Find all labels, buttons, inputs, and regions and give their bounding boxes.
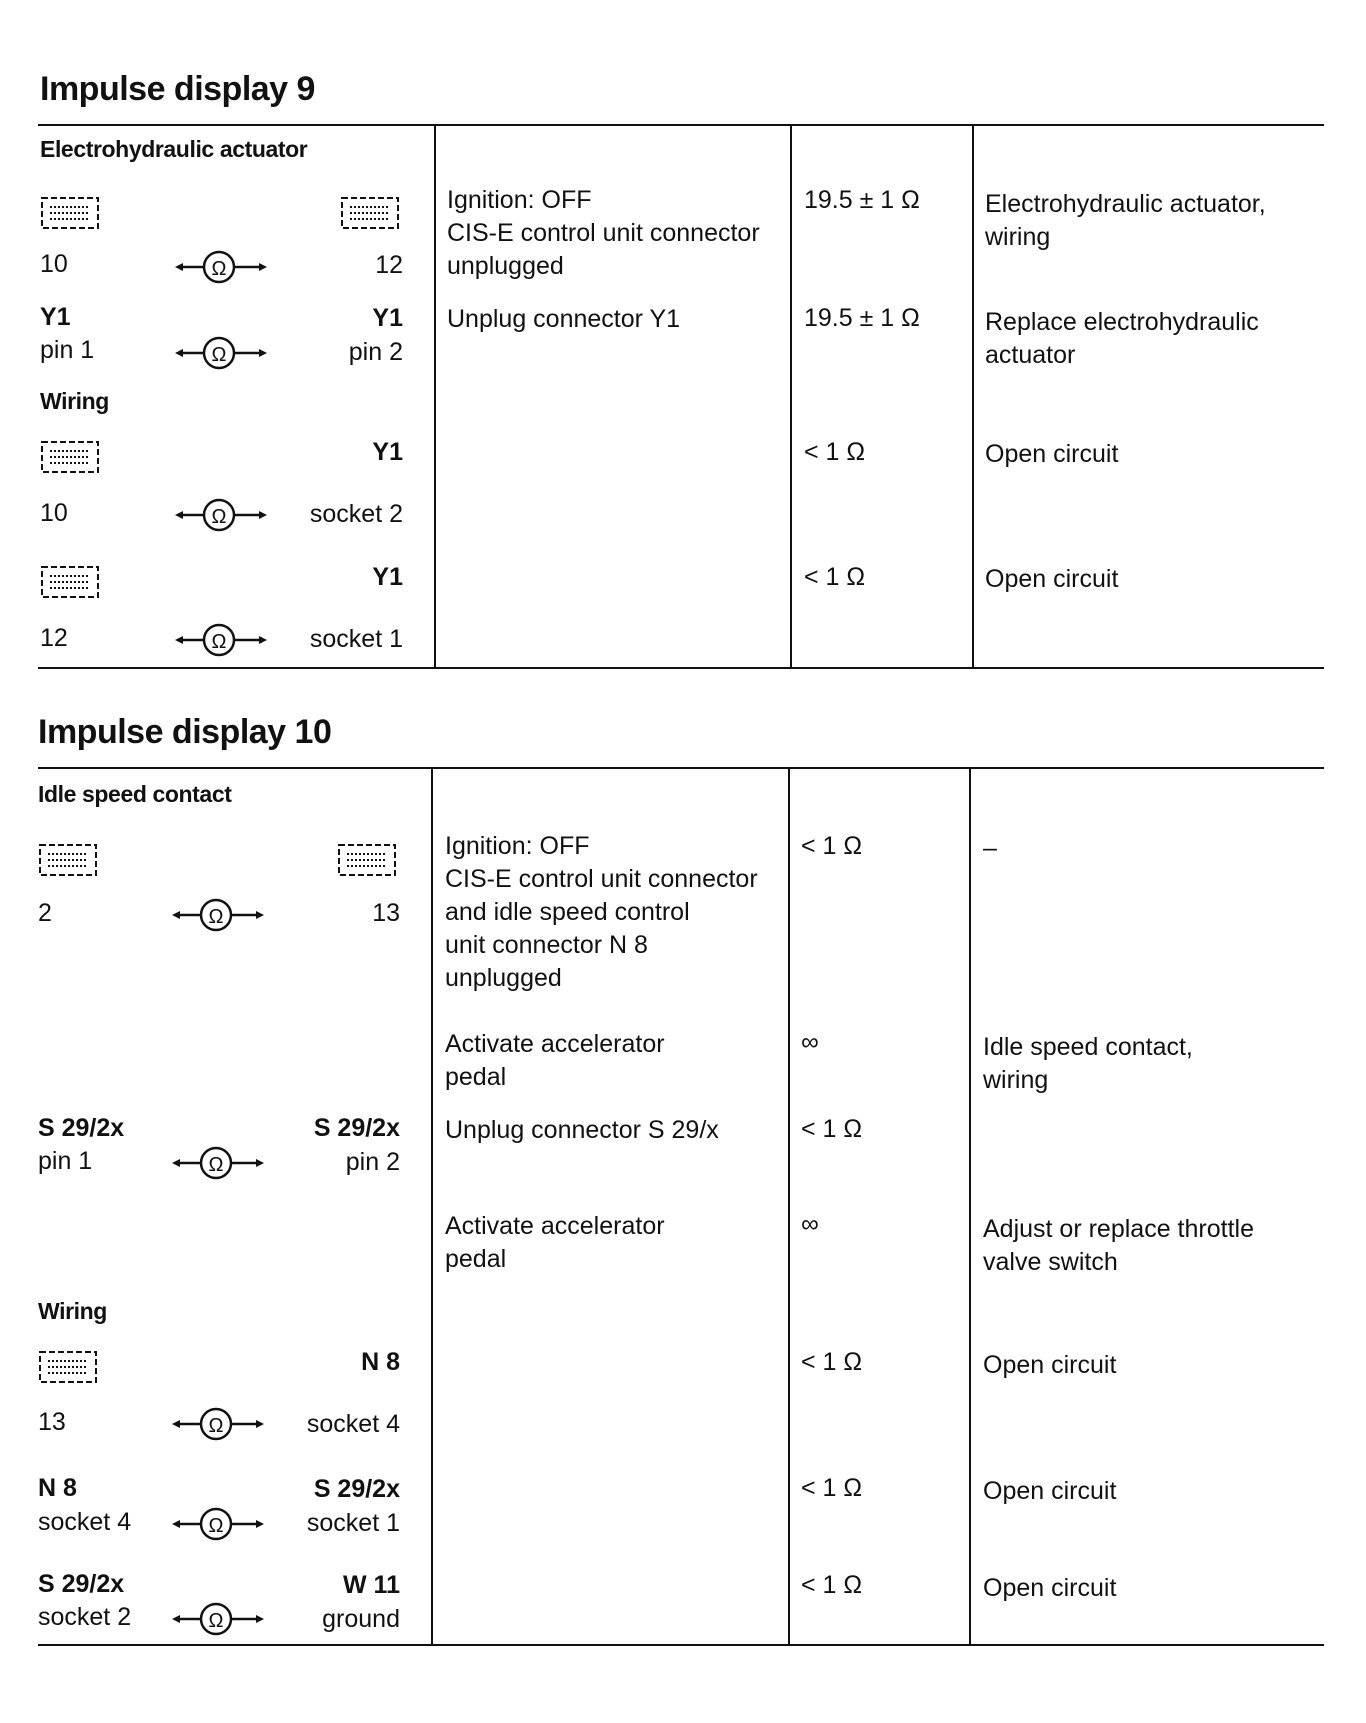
ohmmeter-icon: [170, 1406, 270, 1442]
column-divider: [969, 767, 971, 1645]
component-label: N 8: [361, 1348, 400, 1376]
wiring-heading: Wiring: [40, 388, 109, 414]
connector-icon: [340, 196, 400, 230]
component-label: W 11: [343, 1571, 400, 1599]
component-label: Y1: [40, 303, 71, 331]
pin-label: 12: [40, 624, 68, 652]
component-label: Y1: [372, 304, 403, 332]
nominal-value: < 1 Ω: [804, 438, 866, 466]
component-label: Y1: [372, 438, 403, 466]
remedy: Open circuit: [985, 440, 1119, 468]
nominal-value: < 1 Ω: [801, 1348, 863, 1376]
ohmmeter-icon: [173, 622, 273, 658]
pin-label: 12: [375, 251, 403, 279]
test-condition: Unplug connector Y1: [447, 305, 681, 333]
connector-icon: [38, 843, 98, 877]
nominal-value: < 1 Ω: [801, 1474, 863, 1502]
component-label: S 29/2x: [38, 1570, 125, 1598]
nominal-value: < 1 Ω: [801, 832, 863, 860]
column-divider: [790, 124, 792, 669]
component-label: S 29/2x: [38, 1114, 125, 1142]
pin-label: 2: [38, 899, 52, 927]
wiring-heading: Wiring: [38, 1298, 107, 1324]
component-label: N 8: [38, 1474, 77, 1502]
component-heading: Electrohydraulic actuator: [40, 136, 308, 162]
pin-label: pin 1: [38, 1147, 93, 1175]
ohmmeter-icon: [170, 897, 270, 933]
divider: [38, 1644, 1324, 1646]
pin-label: socket 2: [38, 1603, 132, 1631]
ohmmeter-icon: [173, 249, 273, 285]
remedy: Electrohydraulic actuator, wiring: [985, 190, 1266, 251]
nominal-value: < 1 Ω: [801, 1115, 863, 1143]
connector-icon: [40, 440, 100, 474]
pin-label: 10: [40, 250, 68, 278]
remedy: Adjust or replace throttle valve switch: [983, 1215, 1254, 1276]
pin-label: socket 4: [306, 1410, 400, 1438]
pin-label: socket 2: [309, 500, 403, 528]
pin-label: 13: [372, 899, 400, 927]
remedy: Open circuit: [983, 1351, 1117, 1379]
remedy: Open circuit: [985, 565, 1119, 593]
divider: [38, 667, 1324, 669]
pin-label: socket 1: [309, 625, 403, 653]
pin-label: pin 2: [345, 1148, 400, 1176]
column-divider: [788, 767, 790, 1645]
nominal-value: 19.5 ± 1 Ω: [804, 186, 920, 214]
ohmmeter-icon: [173, 497, 273, 533]
nominal-value: ∞: [801, 1028, 819, 1056]
ohmmeter-icon: [170, 1145, 270, 1181]
connector-icon: [38, 1350, 98, 1384]
test-condition: Ignition: OFF CIS-E control unit connector unplugged: [447, 186, 760, 280]
divider: [38, 767, 1324, 769]
section-title: Impulse display 10: [38, 713, 332, 751]
component-label: S 29/2x: [313, 1475, 400, 1503]
column-divider: [434, 124, 436, 669]
divider: [38, 124, 1324, 126]
remedy: Open circuit: [983, 1477, 1117, 1505]
pin-label: ground: [322, 1605, 400, 1633]
test-condition: Activate accelerator pedal: [445, 1212, 665, 1273]
connector-icon: [40, 565, 100, 599]
remedy: –: [983, 834, 997, 862]
pin-label: 13: [38, 1408, 66, 1436]
ohmmeter-icon: [170, 1601, 270, 1637]
section-title: Impulse display 9: [40, 70, 315, 108]
pin-label: 10: [40, 499, 68, 527]
connector-icon: [337, 843, 397, 877]
component-label: Y1: [372, 563, 403, 591]
component-heading: Idle speed contact: [38, 781, 232, 807]
pin-label: pin 1: [40, 336, 95, 364]
pin-label: socket 1: [306, 1509, 400, 1537]
nominal-value: < 1 Ω: [804, 563, 866, 591]
column-divider: [431, 767, 433, 1645]
ohmmeter-icon: [170, 1506, 270, 1542]
remedy: Replace electrohydraulic actuator: [985, 308, 1259, 369]
nominal-value: 19.5 ± 1 Ω: [804, 304, 920, 332]
test-condition: Ignition: OFF CIS-E control unit connector and idle speed control unit connector N 8 unplugged: [445, 832, 758, 992]
test-condition: Activate accelerator pedal: [445, 1030, 665, 1091]
pin-label: pin 2: [348, 338, 403, 366]
connector-icon: [40, 196, 100, 230]
nominal-value: ∞: [801, 1210, 819, 1238]
component-label: S 29/2x: [313, 1114, 400, 1142]
remedy: Idle speed contact, wiring: [983, 1033, 1193, 1094]
remedy: Open circuit: [983, 1574, 1117, 1602]
ohmmeter-icon: [173, 335, 273, 371]
nominal-value: < 1 Ω: [801, 1571, 863, 1599]
pin-label: socket 4: [38, 1508, 132, 1536]
test-condition: Unplug connector S 29/x: [445, 1116, 719, 1144]
column-divider: [972, 124, 974, 669]
